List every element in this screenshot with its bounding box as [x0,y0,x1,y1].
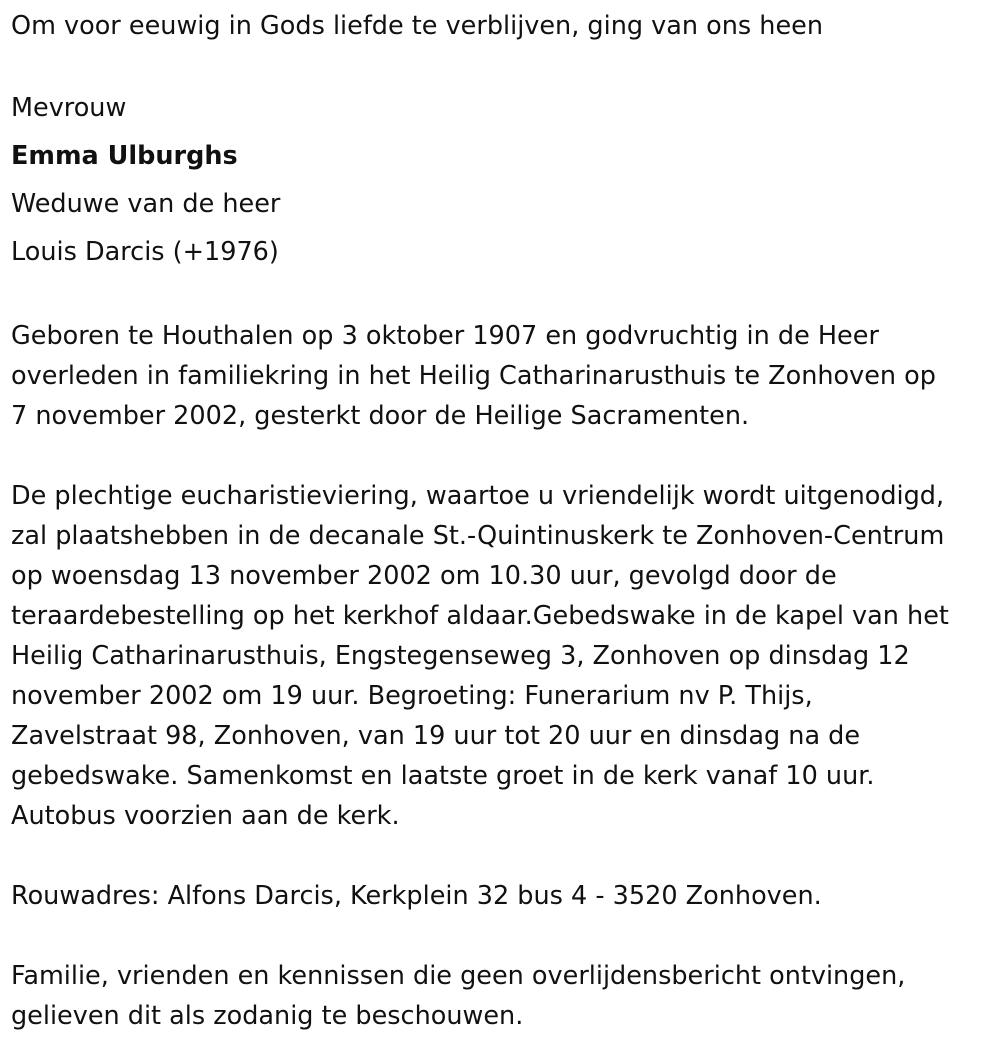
salutation: Mevrouw [11,93,127,123]
spouse-name: Louis Darcis (+1976) [11,237,279,267]
deceased-name: Emma Ulburghs [11,141,238,171]
widow-line: Weduwe van de heer [11,189,281,219]
spacer [11,276,996,316]
paragraph-line: zal plaatshebben in de decanale St.-Quintinuskerk te Zonhoven-Centrum [11,521,945,551]
ceremony-paragraph [11,476,996,836]
spacer [11,836,996,876]
paragraph-line: Autobus voorzien aan de kerk. [11,801,400,831]
paragraph-line: overleden in familiekring in het Heilig Catharinarusthuis te Zonhoven op [11,361,936,391]
spacer [11,48,996,84]
paragraph-line: De plechtige eucharistieviering, waartoe u vriendelijk wordt uitgenodigd, [11,481,945,511]
paragraph-line: Zavelstraat 98, Zonhoven, van 19 uur tot 20 uur en dinsdag na de [11,721,861,751]
paragraph-line: Familie, vrienden en kennissen die geen overlijdensbericht ontvingen, [11,961,906,991]
paragraph-line: 7 november 2002, gesterkt door de Heilige Sacramenten. [11,401,750,431]
paragraph-line: teraardebestelling op het kerkhof aldaar.Gebedswake in de kapel van het [11,601,949,631]
birth-death-paragraph [11,316,996,436]
paragraph-line: Geboren te Houthalen op 3 oktober 1907 en godvruchtig in de Heer [11,321,879,351]
intro-line: Om voor eeuwig in Gods liefde te verblijven, ging van ons heen [11,11,823,41]
closing-paragraph [11,956,996,1036]
spacer [11,916,996,956]
paragraph-line: op woensdag 13 november 2002 om 10.30 uur, gevolgd door de [11,561,837,591]
mourning-address: Rouwadres: Alfons Darcis, Kerkplein 32 bus 4 - 3520 Zonhoven. [11,881,822,911]
paragraph-line: gebedswake. Samenkomst en laatste groet in de kerk vanaf 10 uur. [11,761,875,791]
obituary-notice [11,4,996,1036]
paragraph-line: Heilig Catharinarusthuis, Engstegenseweg 3, Zonhoven op dinsdag 12 [11,641,910,671]
paragraph-line: gelieven dit als zodanig te beschouwen. [11,1001,524,1031]
paragraph-line: november 2002 om 19 uur. Begroeting: Funerarium nv P. Thijs, [11,681,813,711]
spacer [11,436,996,476]
